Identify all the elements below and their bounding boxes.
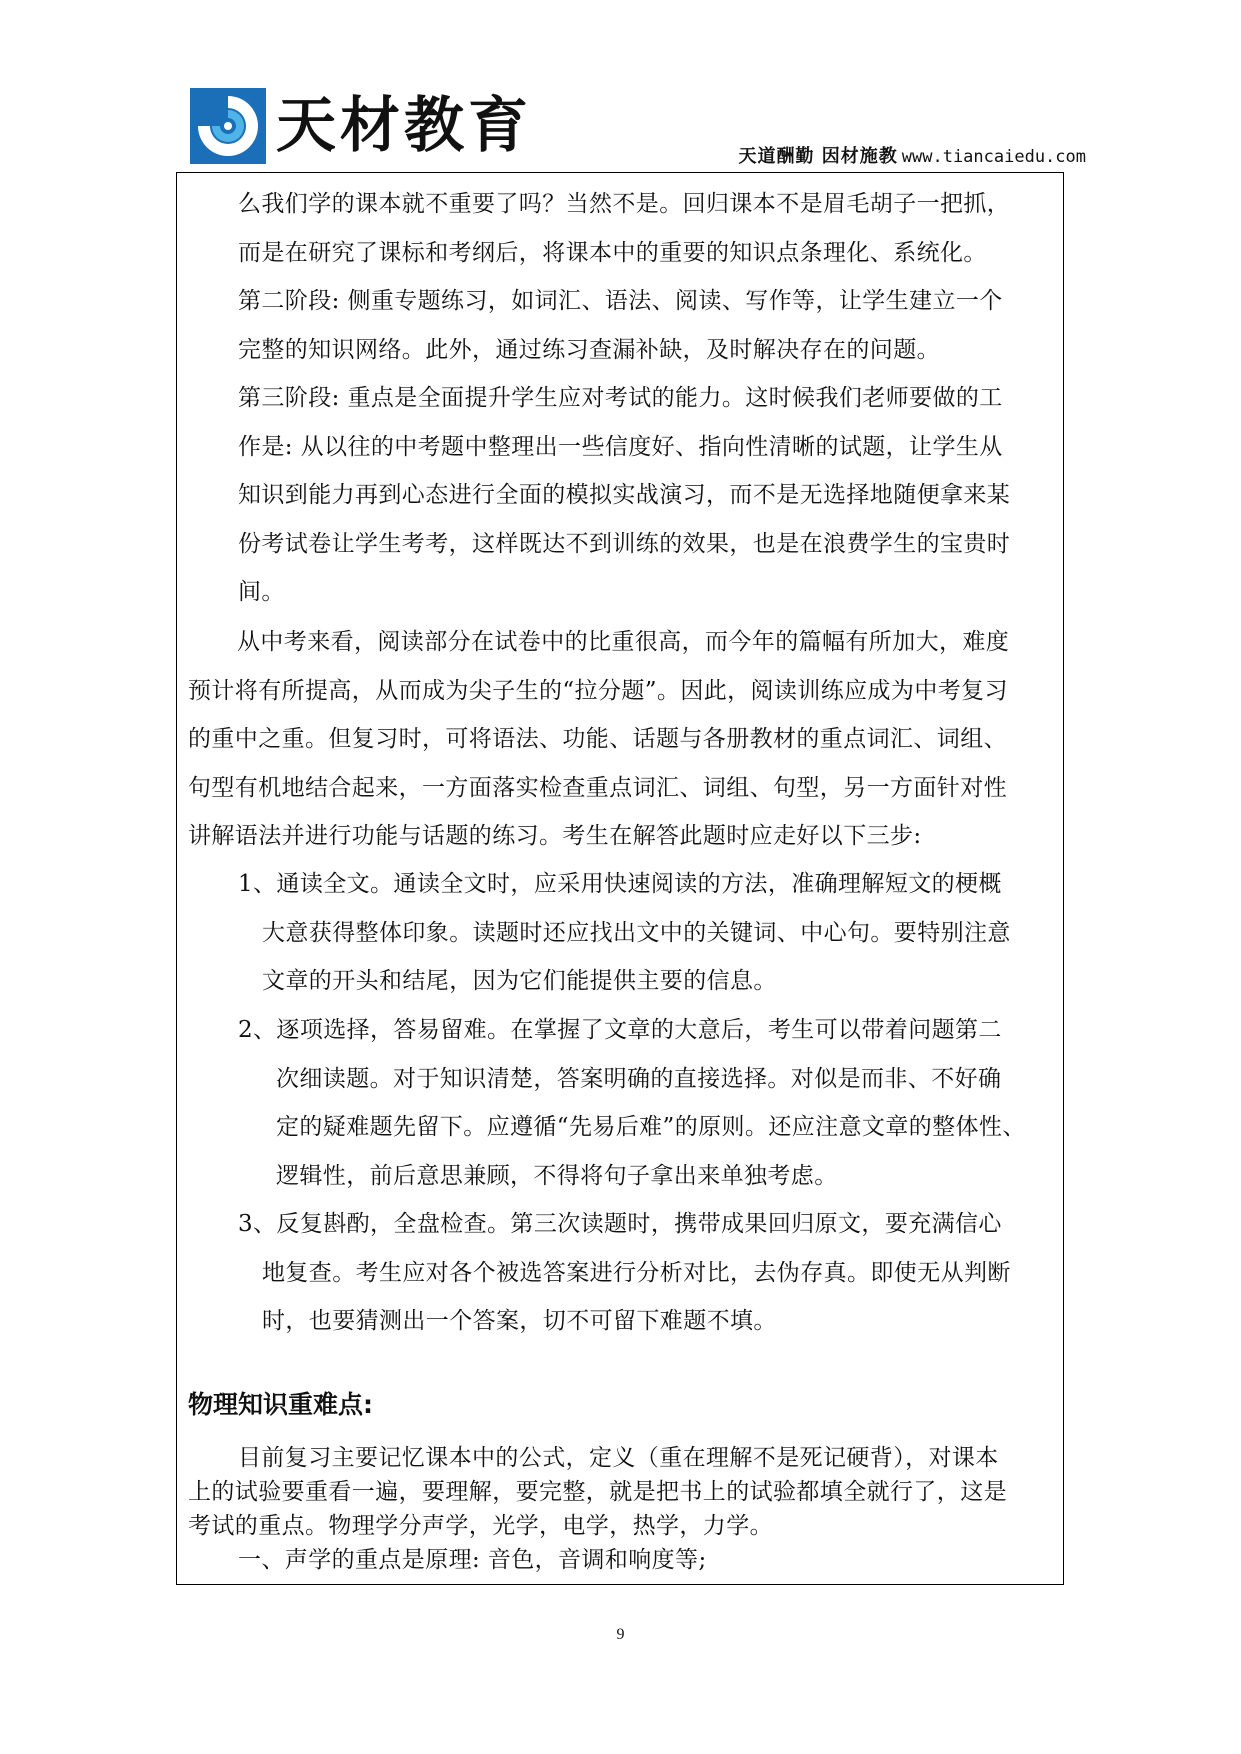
text-line: 时，也要猜测出一个答案，切不可留下难题不填。: [262, 1308, 777, 1334]
section-heading-physics: 物理知识重难点:: [188, 1390, 373, 1419]
motto: 天道酬勤 因材施教: [738, 146, 898, 167]
text-line: 地复查。考生应对各个被选答案进行分析对比，去伪存真。即使无从判断: [262, 1259, 1011, 1286]
text-line: 作是: 从以往的中考题中整理出一些信度好、指向性清晰的试题，让学生从: [238, 433, 1003, 460]
text-line: 而是在研究了课标和考纲后，将课本中的重要的知识点条理化、系统化。: [238, 239, 987, 266]
text-line: 间。: [238, 579, 285, 605]
text-line: 的重中之重。但复习时，可将语法、功能、话题与各册教材的重点词汇、词组、: [188, 726, 1007, 752]
text-line: 完整的知识网络。此外，通过练习查漏补缺，及时解决存在的问题。: [238, 336, 940, 363]
paragraph-physics: [188, 1441, 1007, 1577]
header-slogan: [738, 144, 1086, 170]
text-line: 逻辑性，前后意思兼顾，不得将句子拿出来单独考虑。: [276, 1162, 838, 1189]
text-line: 次细读题。对于知识清楚，答案明确的直接选择。对似是而非、不好确: [276, 1065, 1002, 1092]
text-line: 从中考来看，阅读部分在试卷中的比重很高，而今年的篇幅有所加大，难度: [237, 629, 1010, 655]
text-line: 3、反复斟酌，全盘检查。第三次读题时，携带成果回归原文，要充满信心: [238, 1211, 1002, 1237]
text-line: 么我们学的课本就不重要了吗？当然不是。回归课本不是眉毛胡子一把抓，: [238, 191, 1011, 217]
logo-mark: [190, 88, 266, 164]
text-line: 文章的开头和结尾，因为它们能提供主要的信息。: [262, 968, 777, 994]
logo-text: 天材教育: [276, 91, 532, 161]
logo-swirl-icon: [190, 88, 266, 164]
text-line: 一、声学的重点是原理: 音色，音调和响度等;: [238, 1547, 707, 1573]
text-line: 份考试卷让学生考考，这样既达不到训练的效果，也是在浪费学生的宝贵时: [238, 530, 1011, 557]
step-1: [238, 860, 1011, 1006]
text-line: 第三阶段: 重点是全面提升学生应对考试的能力。这时候我们老师要做的工: [238, 385, 1003, 411]
step-3: [238, 1200, 1011, 1346]
text-line: 讲解语法并进行功能与话题的练习。考生在解答此题时应走好以下三步:: [188, 823, 922, 849]
text-line: 大意获得整体印象。读题时还应找出文中的关键词、中心句。要特别注意: [262, 919, 1011, 946]
website-link[interactable]: www.tiancaiedu.com: [901, 147, 1086, 167]
text-line: 1、通读全文。通读全文时，应采用快速阅读的方法，准确理解短文的梗概: [238, 871, 1002, 897]
step-2: [238, 1006, 1026, 1200]
paragraph-review-stages: [238, 180, 1010, 617]
text-line: 目前复习主要记忆课本中的公式，定义（重在理解不是死记硬背），对课本: [238, 1445, 999, 1471]
paragraph-reading: [188, 618, 1009, 861]
text-line: 定的疑难题先留下。应遵循“先易后难”的原则。还应注意文章的整体性、: [276, 1114, 1026, 1140]
text-line: 句型有机地结合起来，一方面落实检查重点词汇、词组、句型，另一方面针对性: [188, 774, 1007, 801]
text-line: 2、逐项选择，答易留难。在掌握了文章的大意后，考生可以带着问题第二: [238, 1017, 1002, 1043]
text-line: 第二阶段: 侧重专题练习，如词汇、语法、阅读、写作等，让学生建立一个: [238, 288, 1003, 314]
text-line: 知识到能力再到心态进行全面的模拟实战演习，而不是无选择地随便拿来某: [238, 482, 1011, 508]
text-line: 考试的重点。物理学分声学，光学，电学，热学，力学。: [188, 1513, 773, 1539]
text-line: 上的试验要重看一遍，要理解，要完整，就是把书上的试验都填全就行了，这是: [188, 1479, 1007, 1505]
text-line: 预计将有所提高，从而成为尖子生的“拉分题”。因此，阅读训练应成为中考复习: [188, 677, 1008, 704]
page-number: 9: [616, 1626, 625, 1643]
